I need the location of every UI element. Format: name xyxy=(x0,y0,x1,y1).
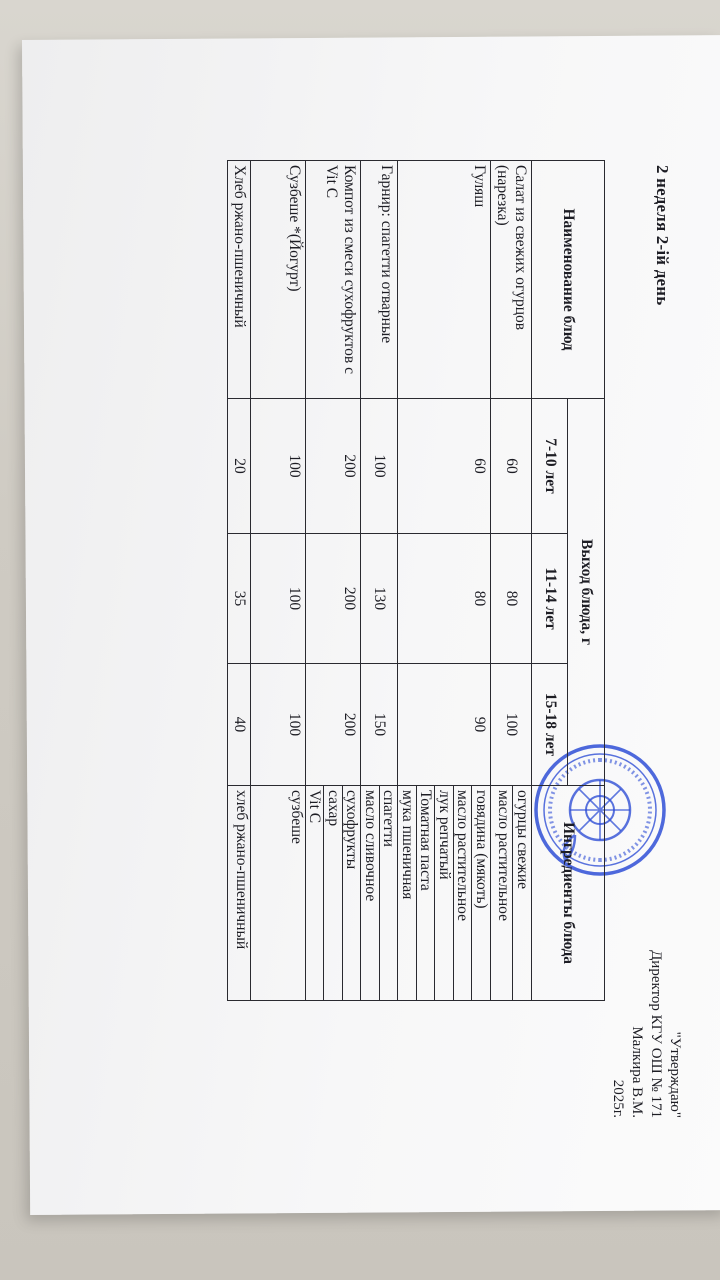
approval-position: Директор КГУ ОШ № 171 xyxy=(648,950,664,1118)
dish-name: Хлеб ржано-пшеничный xyxy=(228,161,251,399)
dish-name: Компот из смеси сухофруктов с Vit C xyxy=(306,161,362,399)
output-11-14: 200 xyxy=(306,534,362,664)
header-output: Выход блюда, г xyxy=(568,399,605,786)
table-row xyxy=(251,161,306,1001)
output-11-14: 80 xyxy=(398,534,491,664)
page-heading: 2 неделя 2-ій день xyxy=(653,165,672,306)
approval-signer: Малкира В.М. xyxy=(629,1026,645,1118)
ingredient-item: мука пшеничная xyxy=(399,790,416,900)
ingredient-item: сухофрукты xyxy=(342,786,361,1000)
header-ingredients: Ингредиенты блюда xyxy=(532,786,605,1001)
ingredient-item: масло растительное xyxy=(495,790,513,921)
menu-table xyxy=(227,160,605,1001)
output-7-10: 60 xyxy=(491,399,532,534)
output-11-14: 130 xyxy=(361,534,398,664)
output-15-18: 100 xyxy=(251,664,306,786)
ingredient-item: огурцы свежие xyxy=(513,786,532,1000)
table-row xyxy=(306,161,362,1001)
ingredients-cell xyxy=(398,786,491,1001)
ingredient-item: спагетти xyxy=(379,786,398,1000)
header-age-11-14: 11-14 лет xyxy=(532,534,569,664)
approval-date: 2025г. xyxy=(610,1079,626,1118)
output-15-18: 200 xyxy=(306,664,362,786)
output-7-10: 100 xyxy=(361,399,398,534)
ingredient-item: масло сливочное xyxy=(362,790,379,902)
table-row xyxy=(361,161,398,1001)
output-15-18: 90 xyxy=(398,664,491,786)
output-15-18: 40 xyxy=(228,664,251,786)
output-7-10: 100 xyxy=(251,399,306,534)
ingredient-item: сахар xyxy=(324,786,343,1000)
dish-name: Гуляш xyxy=(398,161,491,399)
ingredients-cell xyxy=(491,786,532,1001)
output-15-18: 150 xyxy=(361,664,398,786)
ingredient-item: хлеб ржано-пшеничный xyxy=(233,790,250,950)
ingredient-item: Томатная паста xyxy=(416,786,435,1000)
ingredient-item: масло растительное xyxy=(453,786,472,1000)
output-11-14: 100 xyxy=(251,534,306,664)
table-row xyxy=(491,161,532,1001)
output-7-10: 60 xyxy=(398,399,491,534)
header-dish-name: Наименование блюд xyxy=(532,161,605,399)
table-row xyxy=(228,161,251,1001)
header-age-7-10: 7-10 лет xyxy=(532,399,569,534)
menu-page xyxy=(60,110,700,1170)
ingredient-item: лук репчатый xyxy=(435,786,454,1000)
ingredient-item: говядина (мякоть) xyxy=(472,786,491,1000)
ingredient-item: Vit C xyxy=(306,790,324,824)
table-header-row xyxy=(568,161,605,1001)
header-age-15-18: 15-18 лет xyxy=(532,664,569,786)
ingredients-cell xyxy=(306,786,362,1001)
output-11-14: 80 xyxy=(491,534,532,664)
dish-name: Салат из свежих огурцов (нарезка) xyxy=(491,161,532,399)
ingredients-cell xyxy=(251,786,306,1001)
ingredients-cell xyxy=(228,786,251,1001)
ingredient-item: сузбеше xyxy=(288,790,305,844)
output-7-10: 20 xyxy=(228,399,251,534)
output-7-10: 200 xyxy=(306,399,362,534)
dish-name: Гарнир: спагетти отварные xyxy=(361,161,398,399)
approval-title: "Утверждаю" xyxy=(667,1031,683,1118)
approval-block xyxy=(608,858,684,1118)
dish-name: Сузбеше *(Йогурт) xyxy=(251,161,306,399)
ingredients-cell xyxy=(361,786,398,1001)
output-15-18: 100 xyxy=(491,664,532,786)
table-row xyxy=(398,161,491,1001)
output-11-14: 35 xyxy=(228,534,251,664)
